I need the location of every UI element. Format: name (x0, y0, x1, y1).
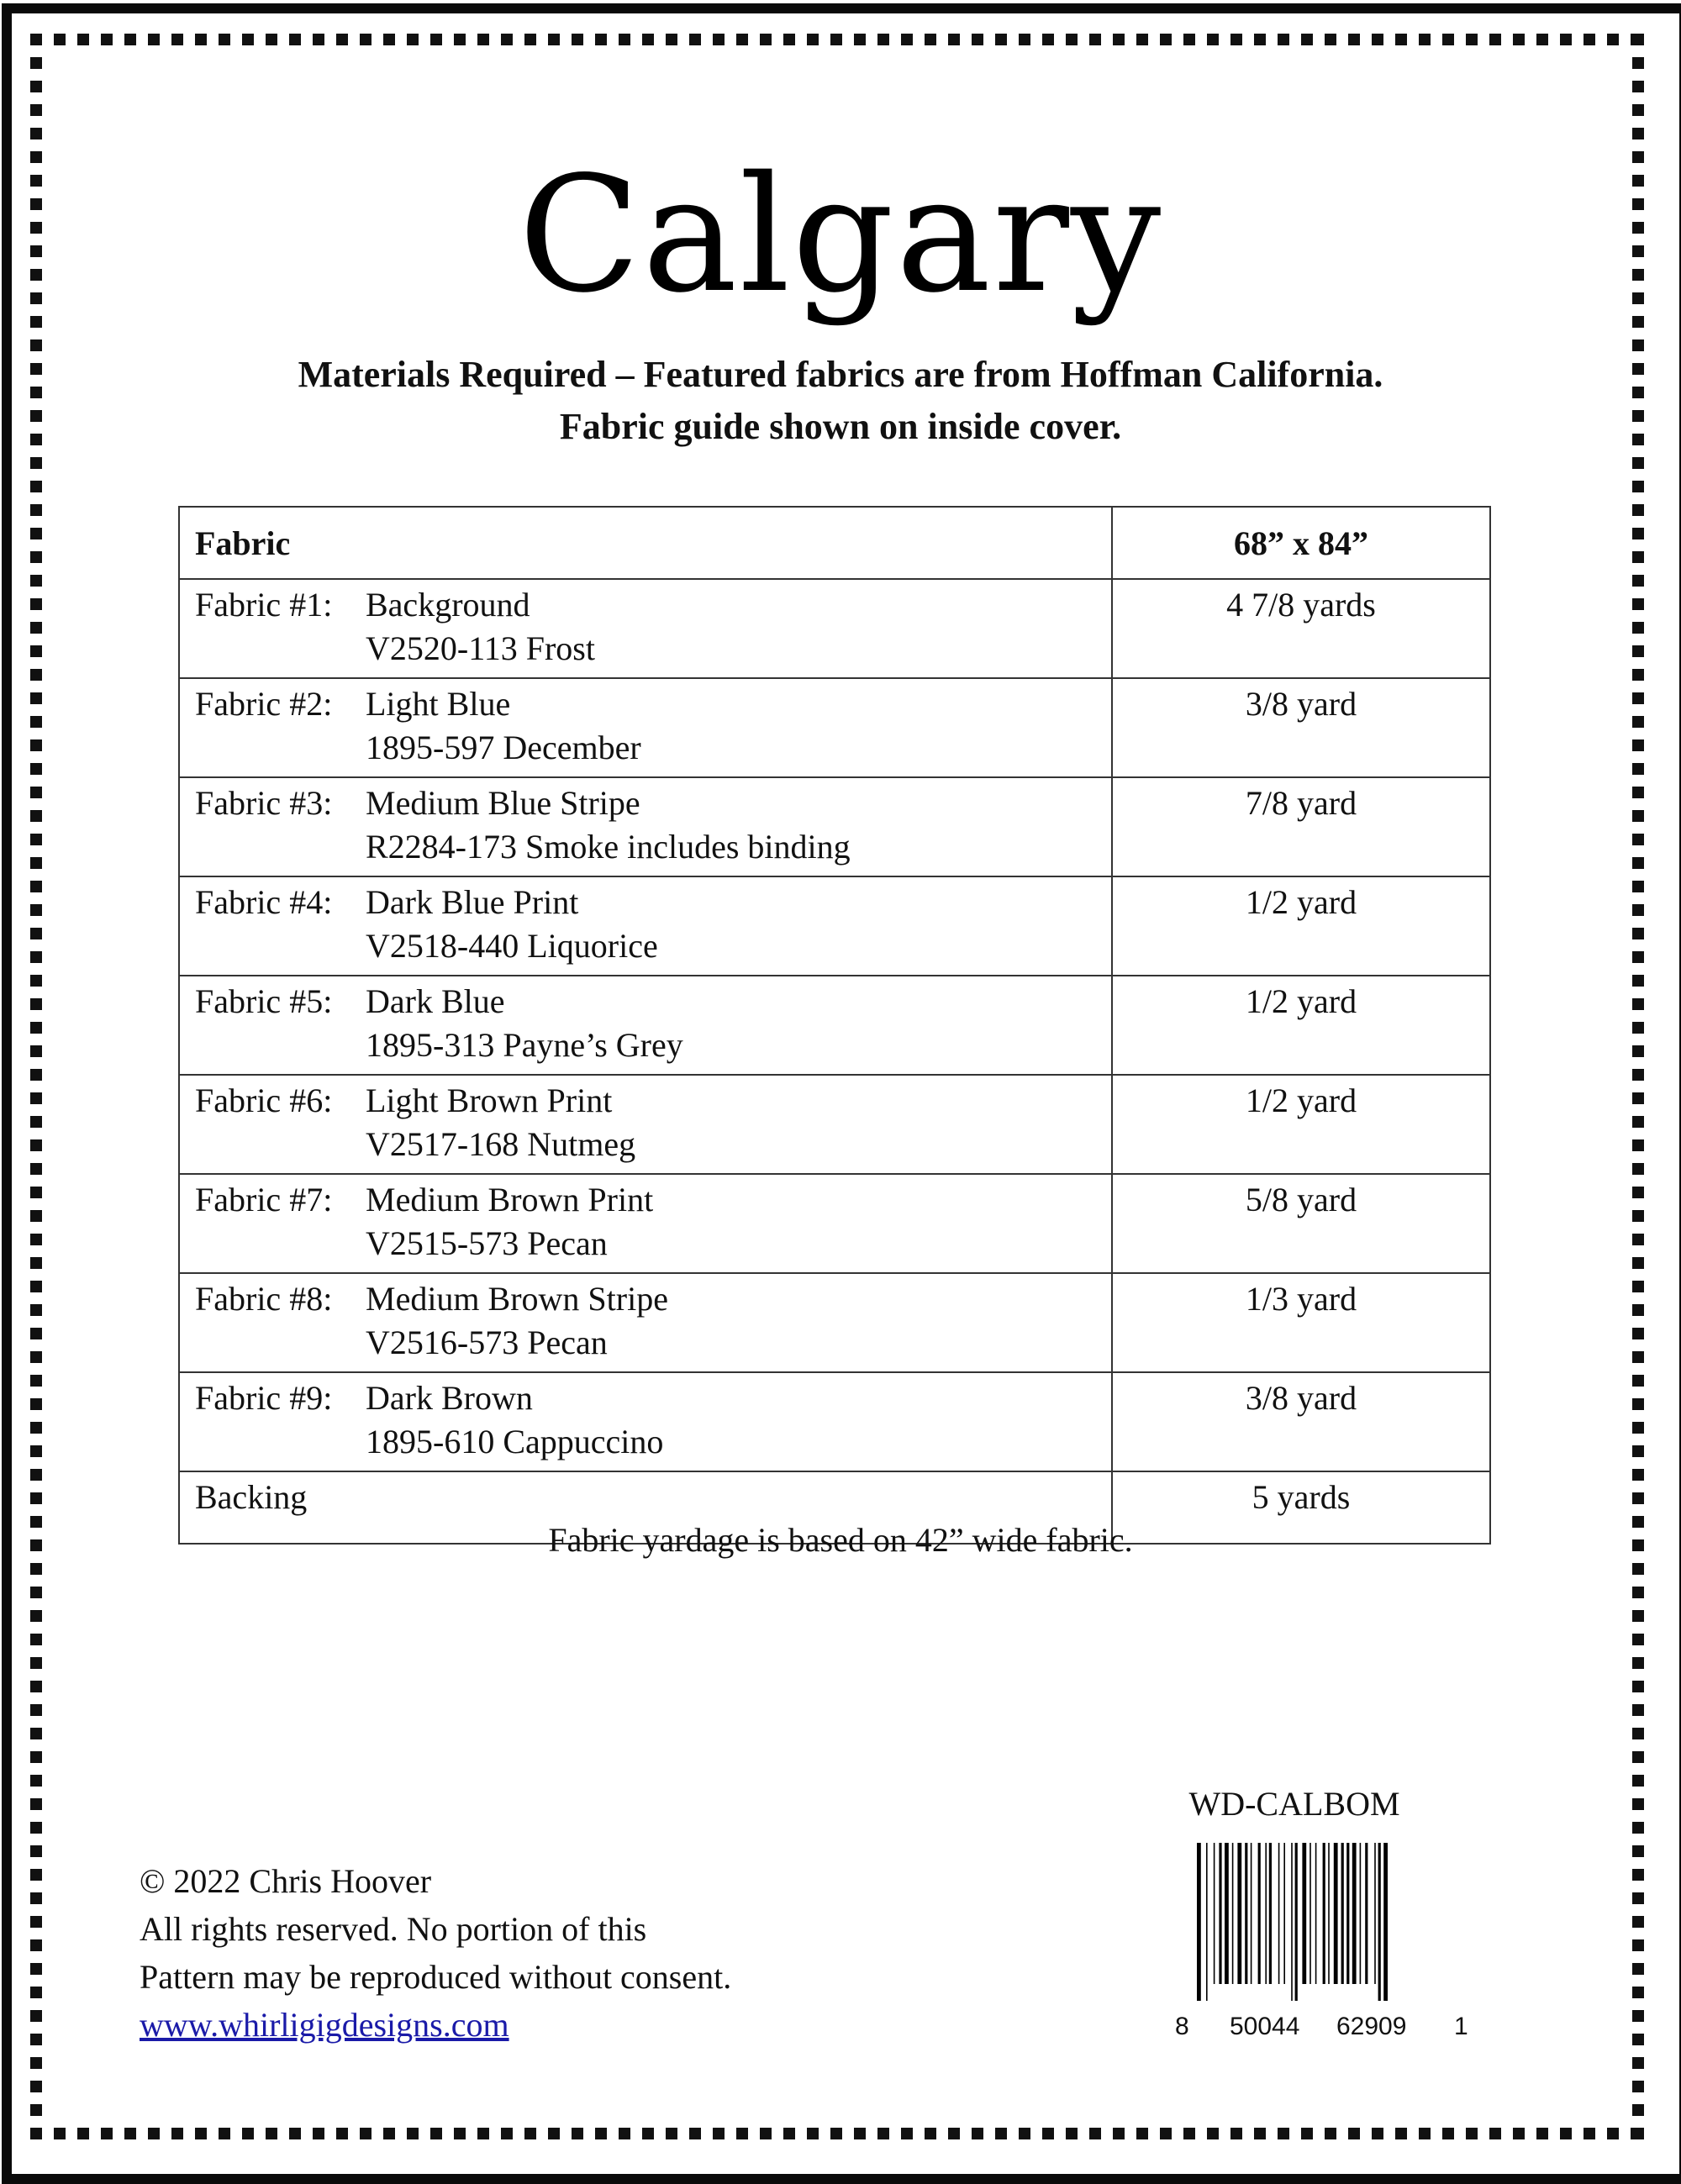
consent-line: Pattern may be reproduced without consent. (140, 1958, 732, 1996)
fabric-name: Medium Blue Stripe (366, 784, 640, 822)
table-row (179, 1273, 1490, 1372)
page-title: Calgary (518, 142, 1163, 328)
table-row (179, 1174, 1490, 1273)
fabric-code: V2520-113 Frost (366, 629, 595, 667)
subtitle-line-1: Materials Required – Featured fabrics are from Hoffman California. (298, 354, 1383, 395)
fabric-quantity: 5/8 yard (1112, 1174, 1490, 1273)
fabric-cell (179, 1372, 1112, 1471)
fabric-cell (179, 1075, 1112, 1174)
table-row (179, 678, 1490, 777)
fabric-quantity: 4 7/8 yards (1112, 579, 1490, 678)
barcode-digits-left: 50044 (1230, 2013, 1300, 2040)
fabric-cell (179, 1174, 1112, 1273)
header-fabric: Fabric (179, 507, 1112, 579)
fabric-cell (179, 876, 1112, 976)
table-row (179, 579, 1490, 678)
barcode-digit-start: 8 (1175, 2013, 1189, 2040)
materials-subtitle (0, 349, 1681, 453)
barcode (1195, 1843, 1414, 2001)
table-row (179, 777, 1490, 876)
fabric-name: Dark Blue Print (366, 883, 579, 921)
fabric-quantity: 7/8 yard (1112, 777, 1490, 876)
fabric-code: 1895-610 Cappuccino (366, 1423, 664, 1460)
fabric-number: Fabric #7: (195, 1181, 333, 1218)
fabric-number: Fabric #8: (195, 1280, 333, 1318)
barcode-digits-right: 62909 (1336, 2013, 1407, 2040)
fabric-code: 1895-313 Payne’s Grey (366, 1026, 683, 1064)
copyright-line: © 2022 Chris Hoover (140, 1862, 432, 1900)
fabric-name: Background (366, 586, 530, 624)
table-row (179, 876, 1490, 976)
fabric-code: R2284-173 Smoke includes binding (366, 828, 851, 866)
fabric-code: 1895-597 December (366, 729, 641, 766)
fabric-quantity: 1/2 yard (1112, 976, 1490, 1075)
table-row (179, 1372, 1490, 1471)
fabric-cell (179, 976, 1112, 1075)
website-link[interactable]: www.whirligigdesigns.com (140, 2006, 509, 2044)
footer-copyright-block (140, 1857, 731, 2049)
fabric-name: Medium Brown Print (366, 1181, 654, 1218)
fabric-number: Fabric #9: (195, 1379, 333, 1417)
fabric-cell (179, 1273, 1112, 1372)
fabric-quantity: 3/8 yard (1112, 1372, 1490, 1471)
fabric-quantity: 1/2 yard (1112, 876, 1490, 976)
dotted-border-top (30, 34, 1642, 45)
dotted-border-bottom (30, 2128, 1642, 2139)
fabric-code: V2517-168 Nutmeg (366, 1125, 636, 1163)
barcode-digit-end: 1 (1454, 2013, 1468, 2040)
fabric-name: Light Brown Print (366, 1081, 613, 1119)
fabric-number: Fabric #1: (195, 586, 333, 624)
fabric-cell (179, 678, 1112, 777)
fabric-cell (179, 579, 1112, 678)
yardage-note: Fabric yardage is based on 42” wide fabric. (548, 1521, 1133, 1559)
fabric-quantity: 1/2 yard (1112, 1075, 1490, 1174)
fabric-quantity: 3/8 yard (1112, 678, 1490, 777)
backing-label: Backing (179, 1471, 1112, 1544)
fabric-code: V2516-573 Pecan (366, 1324, 608, 1361)
fabric-name: Dark Brown (366, 1379, 533, 1417)
fabric-number: Fabric #4: (195, 883, 333, 921)
product-sku: WD-CALBOM (1188, 1785, 1400, 1823)
backing-quantity: 5 yards (1112, 1471, 1490, 1544)
rights-line: All rights reserved. No portion of this (140, 1910, 647, 1948)
fabric-code: V2518-440 Liquorice (366, 927, 658, 965)
table-row (179, 976, 1490, 1075)
fabric-number: Fabric #3: (195, 784, 333, 822)
fabric-quantity: 1/3 yard (1112, 1273, 1490, 1372)
header-quilt-size: 68” x 84” (1112, 507, 1490, 579)
fabric-name: Light Blue (366, 685, 511, 723)
fabric-cell (179, 777, 1112, 876)
fabric-number: Fabric #2: (195, 685, 333, 723)
fabric-code: V2515-573 Pecan (366, 1224, 608, 1262)
materials-table (178, 506, 1491, 1545)
table-header-row (179, 507, 1490, 579)
fabric-name: Medium Brown Stripe (366, 1280, 668, 1318)
fabric-name: Dark Blue (366, 982, 505, 1020)
table-row (179, 1075, 1490, 1174)
subtitle-line-2: Fabric guide shown on inside cover. (559, 406, 1122, 447)
fabric-number: Fabric #6: (195, 1081, 333, 1119)
fabric-number: Fabric #5: (195, 982, 333, 1020)
